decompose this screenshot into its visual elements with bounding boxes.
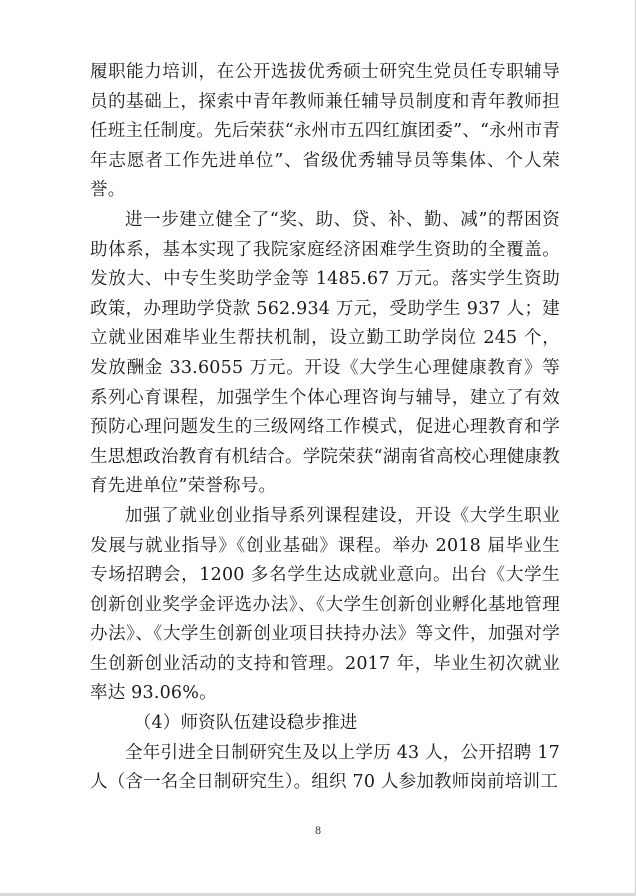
document-body xyxy=(90,58,560,798)
page-number: 8 xyxy=(314,826,322,837)
paragraph-employment-guidance: 加强了就业创业指导系列课程建设，开设《大学生职业发展与就业指导》《创业基础》课程。举办 2018 届毕业生专场招聘会，1200 多名学生达成就业意向。出台《大学生创新创业奖学金评选办法》、《大学生创新创业孵化基地管理办法》、《大学生创新创业项目扶持办法》等文件，加强对学生创新创业活动的支持和管理。2017 年，毕业生初次就业率达 93.06%。 xyxy=(90,505,560,704)
paragraph-faculty-recruitment: 全年引进全日制研究生及以上学历 43 人，公开招聘 17 人（含一名全日制研究生）。组织 70 人参加教师岗前培训工 xyxy=(90,742,560,793)
paragraph-counselor-training: 履职能力培训，在公开选拔优秀硕士研究生党员任专职辅导员的基础上，探索中青年教师兼任辅导员制度和青年教师担任班主任制度。先后荣获“永州市五四红旗团委”、“永州市青年志愿者工作先进单位”、省级优秀辅导员等集体、个人荣誉。 xyxy=(90,62,560,201)
section-heading: （4）师资队伍建设稳步推进 xyxy=(133,713,358,734)
paragraph-student-aid: 进一步建立健全了“奖、助、贷、补、勤、减”的帮困资助体系，基本实现了我院家庭经济困难学生资助的全覆盖。发放大、中专生奖助学金等 1485.67 万元。落实学生资助政策，办理助学贷款 562.934 万元，受助学生 937 人；建立就业困难毕业生帮扶机制，设立勤工助学岗位 245 个，发放酬金 33.6055 万元。开设《大学生心理健康教育》等系列心育课程，加强学生个体心理咨询与辅导，建立了有效预防心理问题发生的三级网络工作模式，促进心理教育和学生思想政治教育有机结合。学院荣获“湖南省高校心理健康教育先进单位”荣誉称号。 xyxy=(90,209,560,497)
